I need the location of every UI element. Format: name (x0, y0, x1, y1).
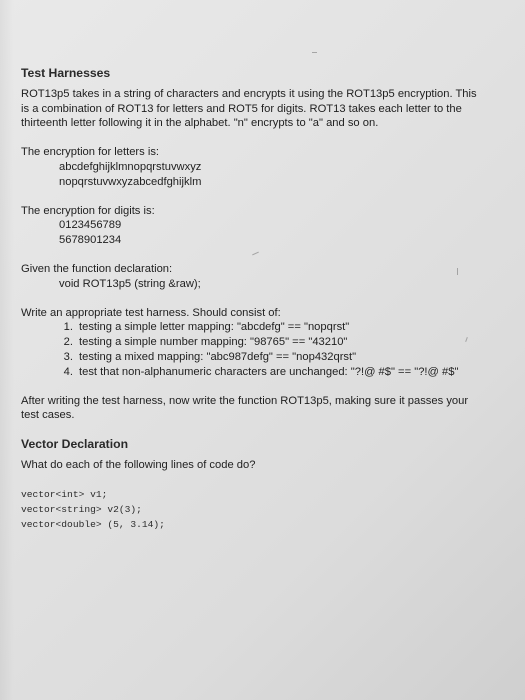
code-line: vector<string> v2(3); (21, 503, 142, 515)
intro-line: is a combination of ROT13 for letters and ROT5 for digits. ROT13 takes each letter to the (21, 102, 462, 115)
list-item-number: 4. (63, 365, 73, 378)
function-declaration: void ROT13p5 (string &raw); (59, 277, 201, 290)
list-item-number: 3. (63, 350, 73, 363)
after-line: After writing the test harness, now write the function ROT13p5, making sure it passes your (21, 394, 469, 407)
task-list (21, 320, 501, 379)
code-line: vector<double> (5, 3.14); (21, 518, 165, 530)
list-item-text: testing a mixed mapping: "abc987defg" == "nop432qrst" (79, 350, 357, 363)
letters-encrypted: nopqrstuvwxyzabcedfghijklm (59, 175, 202, 188)
list-item (59, 320, 501, 335)
list-item (59, 365, 501, 380)
letters-label: The encryption for letters is: (21, 146, 160, 159)
list-item (59, 335, 501, 350)
page-edge-shadow (0, 0, 14, 700)
section-title-vector-declaration: Vector Declaration (21, 437, 129, 452)
digits-plain: 0123456789 (59, 219, 122, 232)
code-line: vector<int> v1; (21, 488, 108, 500)
declaration-label: Given the function declaration: (21, 262, 173, 275)
digits-label: The encryption for digits is: (21, 204, 155, 217)
digits-encrypted: 5678901234 (59, 234, 122, 247)
intro-line: ROT13p5 takes in a string of characters and encrypts it using the ROT13p5 encryption. This (21, 87, 477, 100)
document-content (21, 66, 501, 532)
list-item-text: testing a simple letter mapping: "abcdefg" == "nopqrst" (79, 321, 350, 334)
letters-plain: abcdefghijklmnopqrstuvwxyz (59, 160, 202, 173)
list-item-text: test that non-alphanumeric characters are unchanged: "?!@ #$" == "?!@ #$" (79, 365, 459, 378)
list-item-number: 1. (63, 321, 73, 334)
list-item-text: testing a simple number mapping: "98765" == "43210" (79, 336, 348, 349)
list-item-number: 2. (63, 336, 73, 349)
section-title-test-harnesses: Test Harnesses (21, 66, 111, 80)
list-item (59, 350, 501, 365)
intro-line: thirteenth letter following it in the alphabet. "n" encrypts to "a" and so on. (21, 117, 379, 130)
vector-question: What do each of the following lines of code do? (21, 458, 256, 471)
after-line: test cases. (21, 409, 75, 422)
pen-mark (312, 52, 317, 53)
task-label: Write an appropriate test harness. Should consist of: (21, 306, 281, 319)
